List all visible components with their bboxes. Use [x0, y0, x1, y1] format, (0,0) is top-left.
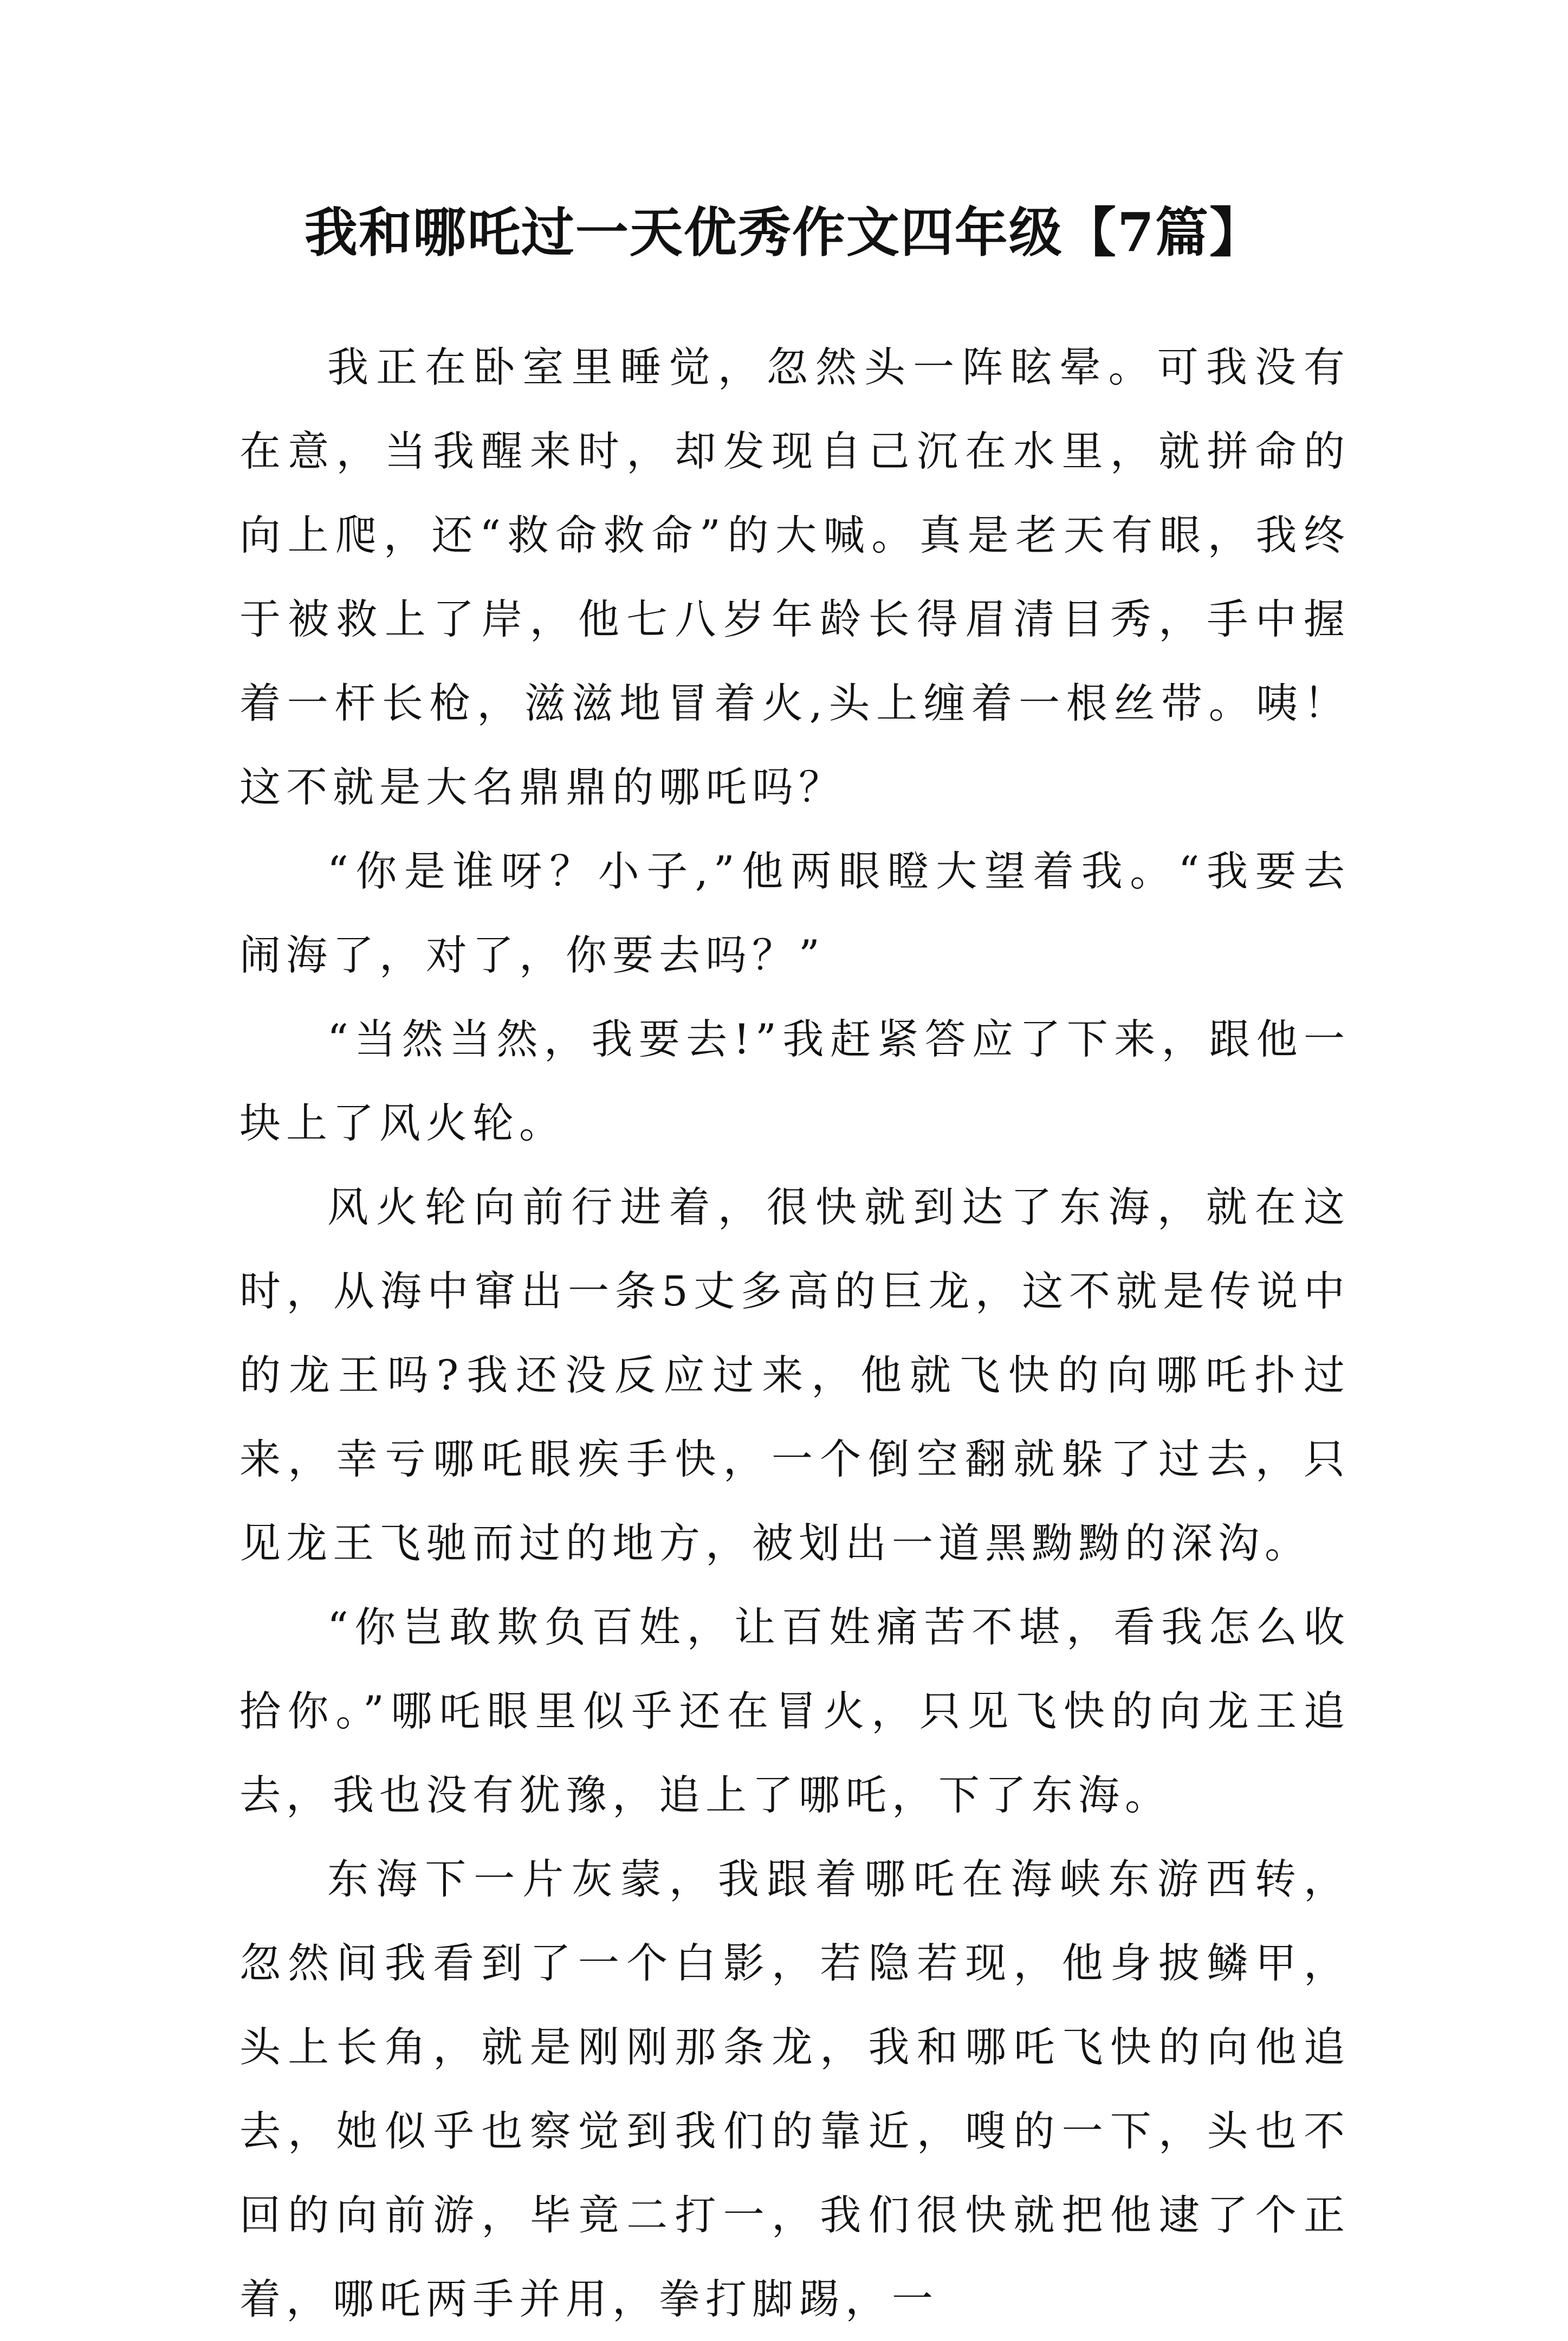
document-body	[239, 325, 1350, 2341]
paragraph: “当然当然，我要去!”我赶紧答应了下来，跟他一块上了风火轮。	[239, 1015, 1350, 1147]
paragraph: 东海下一片灰蒙，我跟着哪吒在海峡东游西转，忽然间我看到了一个白影，若隐若现，他身披鳞甲，头上长角，就是刚刚那条龙，我和哪吒飞快的向他追去，她似乎也察觉到我们的靠近，嗖的一下，头也不回的向前游，毕竟二打一，我们很快就把他逮了个正着，哪吒两手并用，拳打脚踢，一	[239, 1855, 1350, 2323]
document-title: 我和哪吒过一天优秀作文四年级【7篇】	[304, 202, 1264, 264]
paragraph: “你岂敢欺负百姓，让百姓痛苦不堪，看我怎么收拾你。”哪吒眼里似乎还在冒火，只见飞快的向龙王追去，我也没有犹豫，追上了哪吒，下了东海。	[239, 1603, 1350, 1819]
paragraph: 风火轮向前行进着，很快就到达了东海，就在这时，从海中窜出一条5丈多高的巨龙，这不就是传说中的龙王吗?我还没反应过来，他就飞快的向哪吒扑过来，幸亏哪吒眼疾手快，一个倒空翻就躲了过去，只见龙王飞驰而过的地方，被划出一道黑黝黝的深沟。	[239, 1183, 1350, 1567]
paragraph: “你是谁呀？小子,”他两眼瞪大望着我。“我要去闹海了，对了，你要去吗？”	[239, 847, 1350, 979]
paragraph: 我正在卧室里睡觉，忽然头一阵眩晕。可我没有在意，当我醒来时，却发现自己沉在水里，就拼命的向上爬，还“救命救命”的大喊。真是老天有眼，我终于被救上了岸，他七八岁年龄长得眉清目秀，手中握着一杆长枪，滋滋地冒着火,头上缠着一根丝带。咦！这不就是大名鼎鼎的哪吒吗？	[239, 343, 1350, 811]
